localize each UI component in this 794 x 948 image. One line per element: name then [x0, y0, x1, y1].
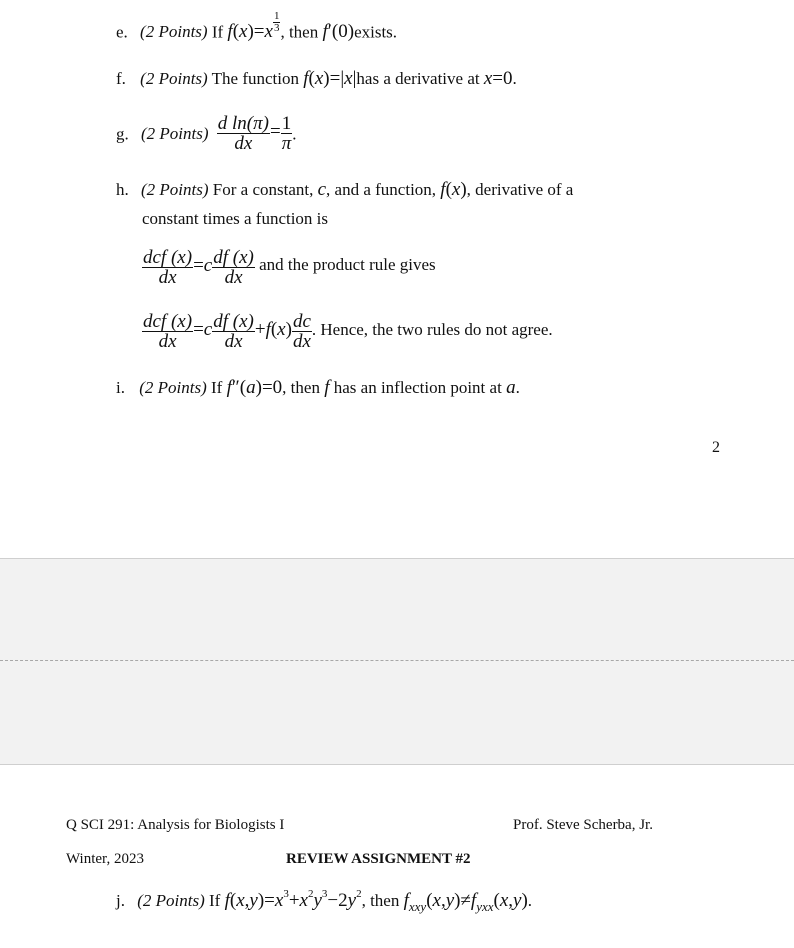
- math-fraction: $\frac{\text{d ln(π)}}{dx}$: [217, 113, 269, 154]
- points-label: (2 Points): [139, 378, 207, 397]
- item-i: i. (2 Points) If f″(a)=0, then f has an inflection point at a.: [116, 377, 520, 398]
- points-label: (2 Points): [141, 124, 209, 144]
- page-number: 2: [712, 439, 720, 456]
- professor-name: Prof. Steve Scherba, Jr.: [513, 817, 653, 833]
- math-expression: $f_{xxy}(x,y)\ne f_{yxx}(x,y)$: [403, 890, 528, 914]
- math-fraction: $\frac{df (x)}{dx}$: [213, 311, 254, 352]
- page-break-gap: [0, 558, 794, 765]
- item-g: g. (2 Points) $\frac{\text{d ln(π)}}{dx}$ = $\frac{1}{\pi}$ .: [116, 113, 297, 154]
- math-expression: f′(0): [322, 21, 355, 43]
- item-h-eq1: $\frac{\text{dcf (x)}}{dx}$ =c $\frac{df (x)}{dx}$ and the product rule gives: [143, 247, 436, 288]
- item-j: j. (2 Points) If $f(x,y)=x^3+x^2y^3-2y^2$, then $f_{xxy}(x,y)\ne f_{yxx}(x,y)$.: [116, 888, 533, 914]
- math-fraction: $\frac{df (x)}{dx}$: [213, 247, 254, 288]
- term: Winter, 2023: [66, 851, 144, 867]
- item-h-eq2: $\frac{\text{dcf (x)}}{dx}$ =c $\frac{df (x)}{dx}$ +f(x) $\frac{dc}{dx}$ . Hence, the two rules do not agree.: [143, 311, 553, 352]
- item-h: h. (2 Points) For a constant, c, and a function, f(x), derivative of a: [116, 179, 574, 200]
- math-fraction: $\frac{\text{dcf (x)}}{dx}$: [143, 311, 193, 352]
- points-label: (2 Points): [137, 891, 205, 910]
- math-expression: f(x)=x $\frac{1}{3}$: [227, 10, 280, 43]
- math-expression: f(x)=|x|: [303, 68, 357, 89]
- math-expression: f″(a)=0: [226, 377, 283, 398]
- item-letter: h.: [116, 180, 129, 199]
- math-expression: $f(x,y)=x^3+x^2y^3-2y^2$: [224, 888, 362, 911]
- points-label: (2 Points): [140, 22, 208, 42]
- item-letter: i.: [116, 378, 125, 397]
- math-expression: x=0: [483, 68, 513, 89]
- points-label: (2 Points): [141, 180, 209, 199]
- math-fraction: $\frac{dc}{dx}$: [292, 311, 311, 352]
- item-letter: e.: [116, 22, 128, 42]
- assignment-title: REVIEW ASSIGNMENT #2: [286, 851, 471, 867]
- points-label: (2 Points): [140, 69, 208, 88]
- item-letter: f.: [116, 69, 126, 88]
- item-f: f. (2 Points) The function f(x)=|x|has a derivative at x=0.: [116, 68, 517, 89]
- item-e: e. (2 Points) If f(x)=x $\frac{1}{3}$ , then f′(0)exists.: [116, 10, 398, 43]
- course-title: Q SCI 291: Analysis for Biologists I: [66, 817, 285, 833]
- item-h-line2: constant times a function is: [142, 209, 329, 228]
- math-fraction: $\frac{\text{dcf (x)}}{dx}$: [143, 247, 193, 288]
- math-fraction: $\frac{1}{\pi}$: [281, 113, 292, 154]
- page-break-dashed-line: [0, 660, 794, 661]
- item-letter: j.: [116, 891, 125, 910]
- item-letter: g.: [116, 124, 129, 144]
